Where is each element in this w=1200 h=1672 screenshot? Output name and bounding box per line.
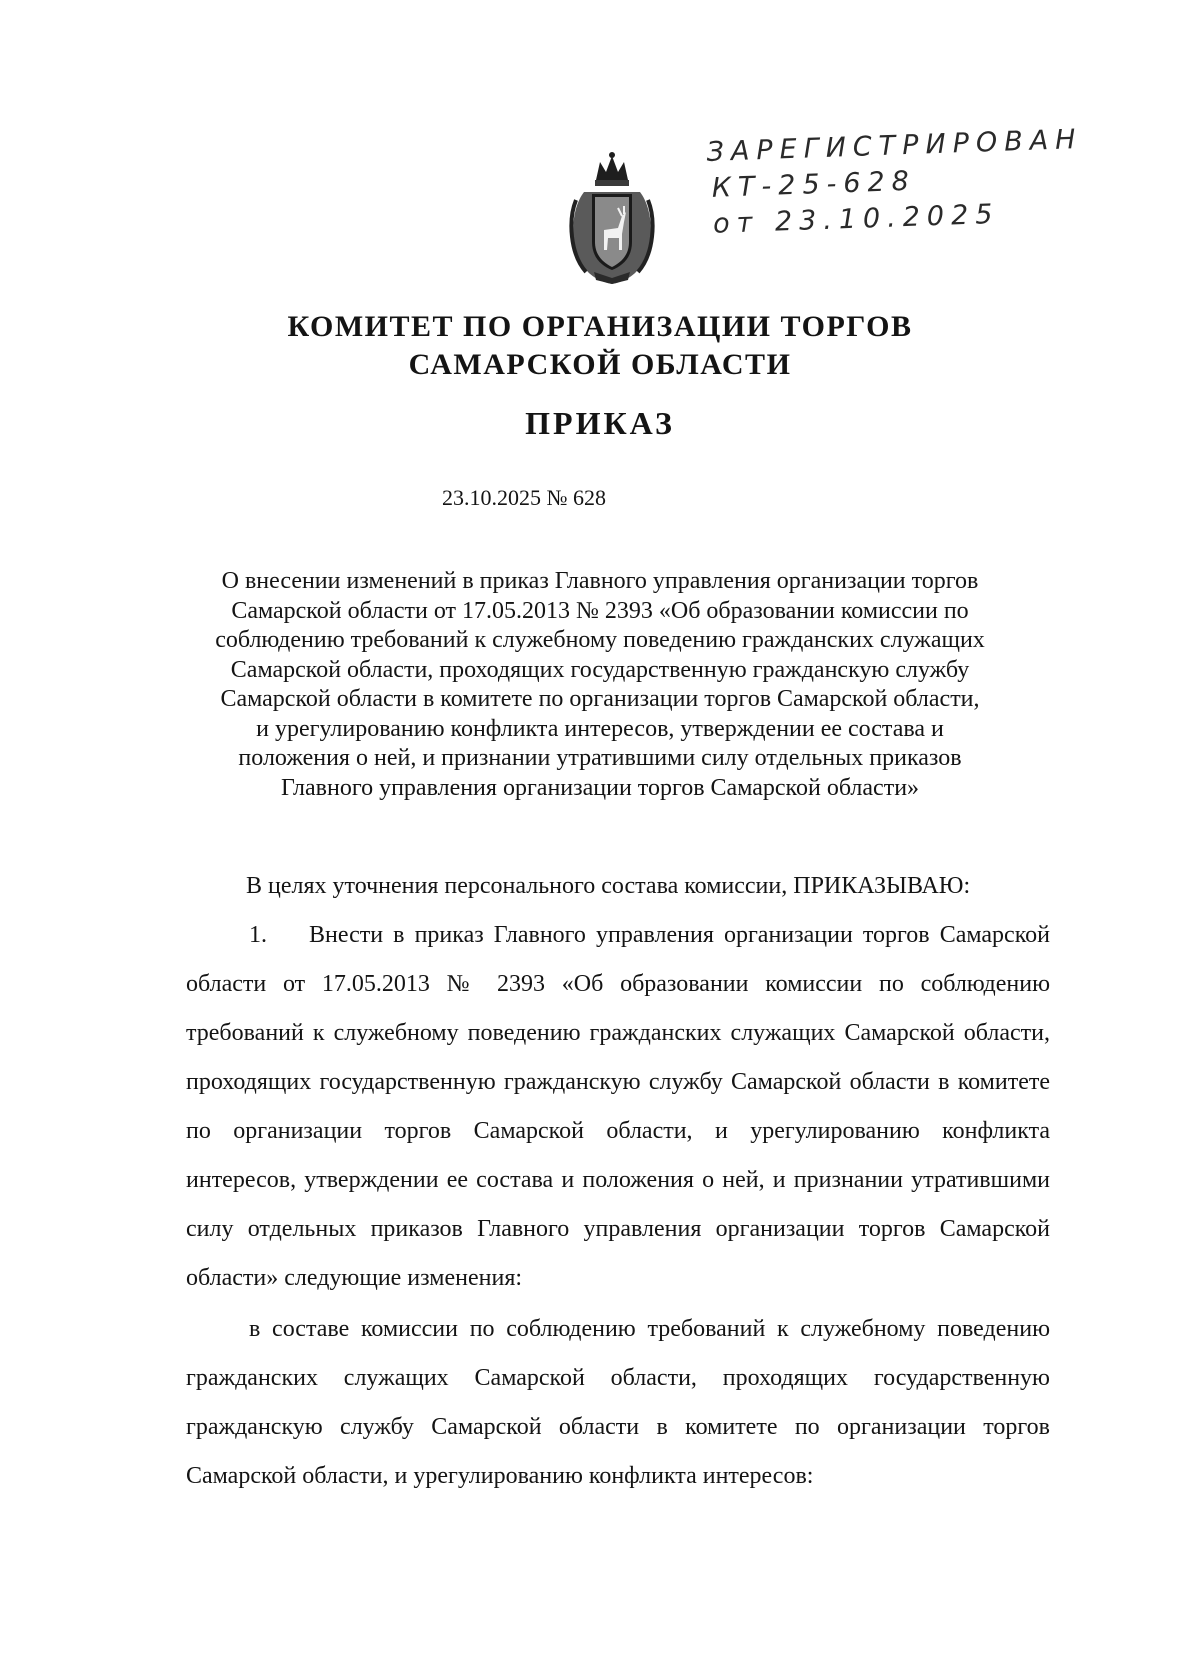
subject-line: О внесении изменений в приказ Главного управления организации торгов <box>221 568 979 594</box>
subject-line: и урегулированию конфликта интересов, утверждении ее состава и <box>256 715 944 742</box>
document-date-number: 23.10.2025 № 628 <box>442 485 606 510</box>
samara-region-coat-of-arms-icon <box>566 150 658 285</box>
stamp-line-number: КТ-25-628 <box>711 165 917 204</box>
body-intro: В целях уточнения персонального состава комиссии, ПРИКАЗЫВАЮ: <box>246 873 971 899</box>
document-subject <box>190 567 1010 803</box>
organization-line-1: КОМИТЕТ ПО ОРГАНИЗАЦИИ ТОРГОВ <box>287 310 913 343</box>
subject-line: соблюдению требований к служебному поведению гражданских служащих <box>215 627 985 653</box>
subject-line: положения о ней, и признании утратившими силу отдельных приказов <box>238 745 962 771</box>
item-number: 1. <box>249 922 267 948</box>
subject-line: Главного управления организации торгов Самарской области» <box>280 774 920 801</box>
stamp-line-date: от 23.10.2025 <box>712 198 1000 240</box>
subject-line: Самарской области, проходящих государственную гражданскую службу <box>230 656 970 683</box>
body-subitem: в составе комиссии по соблюдению требований к служебному поведению гражданских служащих Самарской области, проходящих государственную гражданскую службу Самарской области в комитете по организации торгов Самарской области, и урегулированию конфликта интересов: <box>186 1316 1050 1489</box>
document-body <box>186 862 1050 1501</box>
subject-line: Самарской области от 17.05.2013 № 2393 «Об образовании комиссии по <box>231 597 969 624</box>
organization-line-2: САМАРСКОЙ ОБЛАСТИ <box>408 348 792 381</box>
document-type: ПРИКАЗ <box>525 405 675 441</box>
body-item-1 <box>186 911 1050 1303</box>
item-text: Внести в приказ Главного управления организации торгов Самарской области от 17.05.2013 № 2393 «Об образовании комиссии по соблюдению требований к служебному поведению гражданских служащих Самарской области, проходящих государственную гражданскую службу Самарской области в комитете по организации торгов Самарской области, и урегулированию конфликта интересов, утверждении ее состава и положения о ней, и признании утратившими силу отдельных приказов Главного управления организации торгов Самарской области» следующие изменения: <box>186 922 1050 1291</box>
stamp-line-registered: ЗАРЕГИСТРИРОВАН <box>706 123 1083 168</box>
registration-stamp <box>706 122 1083 243</box>
organization-name <box>0 308 1200 384</box>
subject-line: Самарской области в комитете по организации торгов Самарской области, <box>220 686 980 712</box>
